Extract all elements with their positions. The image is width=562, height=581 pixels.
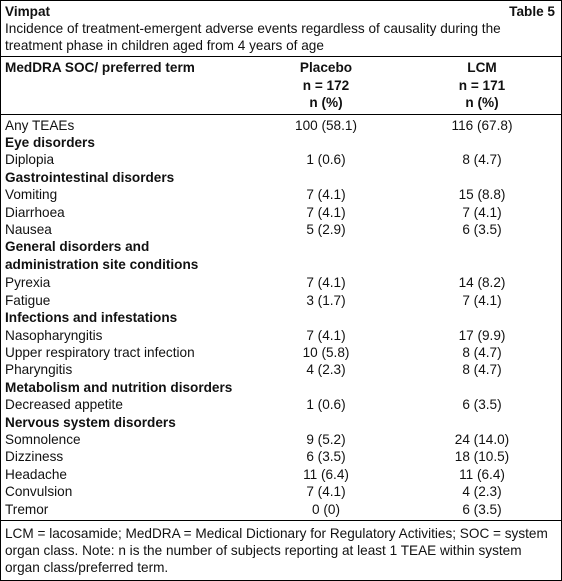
- lcm-cell: 11 (6.4): [459, 466, 505, 482]
- table-row: [1, 327, 561, 344]
- table-footnote: LCM = lacosamide; MedDRA = Medical Dictionary for Regulatory Activities; SOC = system organ class. Note: n is the number of subjects reporting at least 1 TEAE within system organ class/preferred term.: [5, 526, 548, 576]
- placebo-cell: 7 (4.1): [306, 204, 346, 220]
- term-cell: Headache: [5, 466, 67, 482]
- lcm-header-n: n = 171: [458, 77, 506, 93]
- lcm-cell: 17 (9.9): [458, 327, 506, 343]
- table-row: [1, 431, 561, 448]
- adverse-events-table: [1, 56, 561, 521]
- section-header-row: [1, 238, 561, 274]
- term-cell: Diplopia: [5, 152, 55, 168]
- lcm-cell: [403, 414, 561, 431]
- lcm-cell: 6 (3.5): [462, 221, 502, 237]
- section-header-row: [1, 379, 561, 396]
- term-cell: Pharyngitis: [5, 362, 73, 378]
- placebo-cell: 7 (4.1): [306, 187, 346, 203]
- placebo-cell: 10 (5.8): [302, 344, 350, 360]
- lcm-cell: [403, 238, 561, 274]
- table-row: [1, 361, 561, 378]
- term-cell: Fatigue: [5, 292, 51, 308]
- table-row: [1, 221, 561, 238]
- term-cell: Convulsion: [5, 484, 73, 500]
- table-row: [1, 466, 561, 483]
- term-cell: Diarrhoea: [5, 204, 65, 220]
- placebo-cell: 11 (6.4): [303, 466, 349, 482]
- lcm-cell: 8 (4.7): [462, 362, 502, 378]
- lcm-cell: 4 (2.3): [462, 484, 502, 500]
- term-cell: Pyrexia: [5, 275, 51, 291]
- term-cell: Vomiting: [5, 187, 58, 203]
- table-row: [1, 448, 561, 465]
- placebo-cell: 6 (3.5): [306, 449, 346, 465]
- lcm-cell: 14 (8.2): [458, 275, 506, 291]
- table-row: [1, 114, 561, 134]
- section-label: Gastrointestinal disorders: [5, 169, 175, 185]
- placebo-cell: [249, 414, 403, 431]
- section-header-row: [1, 414, 561, 431]
- section-header-row: [1, 169, 561, 186]
- placebo-cell: 3 (1.7): [306, 292, 346, 308]
- placebo-cell: 5 (2.9): [306, 221, 346, 237]
- brand-name: Vimpat: [5, 4, 51, 19]
- term-header-label: MedDRA SOC/ preferred term: [5, 60, 195, 75]
- lcm-cell: 6 (3.5): [462, 397, 502, 413]
- term-cell: Decreased appetite: [5, 397, 123, 413]
- lcm-cell: [403, 379, 561, 396]
- table-row: [1, 151, 561, 168]
- table-row: [1, 344, 561, 361]
- placebo-cell: 7 (4.1): [306, 484, 346, 500]
- placebo-cell: 0 (0): [249, 501, 403, 521]
- section-label: Metabolism and nutrition disorders: [5, 379, 233, 395]
- placebo-cell: 9 (5.2): [306, 432, 346, 447]
- placebo-column-header: [249, 57, 403, 115]
- table-row: [1, 204, 561, 221]
- placebo-header-unit: n (%): [309, 95, 343, 110]
- term-cell: Any TEAEs: [5, 117, 75, 133]
- table-caption: Incidence of treatment-emergent adverse events regardless of causality during the treatment phase in children aged from 4 years of age: [5, 21, 501, 53]
- section-label: Nervous system disorders: [5, 414, 176, 430]
- table-row: [1, 396, 561, 413]
- placebo-cell: 7 (4.1): [306, 275, 346, 291]
- lcm-cell: [403, 134, 561, 151]
- header-row: [1, 1, 561, 20]
- placebo-cell: [249, 379, 403, 396]
- table-row: [1, 501, 561, 521]
- table-header-row: [1, 57, 561, 115]
- section-label: General disorders and administration site conditions: [5, 239, 199, 273]
- placebo-header-n: n = 172: [302, 77, 350, 93]
- placebo-cell: 1 (0.6): [306, 397, 346, 413]
- placebo-cell: 100 (58.1): [295, 117, 357, 133]
- table-row: [1, 292, 561, 309]
- section-header-row: [1, 134, 561, 151]
- placebo-cell: 4 (2.3): [306, 362, 346, 378]
- table-row: [1, 186, 561, 203]
- table-row: [1, 483, 561, 500]
- lcm-cell: 6 (3.5): [403, 501, 561, 521]
- lcm-cell: 24 (14.0): [454, 432, 510, 447]
- placebo-cell: [249, 134, 403, 151]
- section-header-row: [1, 309, 561, 326]
- placebo-cell: 1 (0.6): [306, 152, 346, 168]
- term-cell: Tremor: [1, 501, 249, 521]
- term-cell: Dizziness: [5, 449, 64, 465]
- section-label: Infections and infestations: [5, 310, 178, 326]
- table-body: [1, 114, 561, 521]
- table-row: [1, 274, 561, 291]
- placebo-cell: [249, 238, 403, 274]
- lcm-cell: [403, 169, 561, 186]
- lcm-cell: 7 (4.1): [462, 204, 502, 220]
- placebo-cell: [249, 169, 403, 186]
- placebo-cell: [249, 309, 403, 326]
- term-cell: Nausea: [5, 221, 52, 237]
- lcm-cell: 8 (4.7): [462, 152, 502, 168]
- placebo-cell: 7 (4.1): [306, 327, 346, 343]
- section-label: Eye disorders: [5, 134, 95, 150]
- lcm-cell: 7 (4.1): [462, 292, 502, 308]
- lcm-cell: [403, 309, 561, 326]
- term-column-header: [1, 57, 249, 115]
- term-cell: Nasopharyngitis: [5, 327, 103, 343]
- lcm-column-header: [403, 57, 561, 115]
- lcm-cell: 18 (10.5): [454, 449, 510, 465]
- lcm-header-name: LCM: [467, 60, 497, 75]
- term-cell: Upper respiratory tract infection: [5, 344, 195, 360]
- lcm-cell: 116 (67.8): [451, 117, 513, 133]
- placebo-header-name: Placebo: [299, 60, 353, 75]
- lcm-cell: 15 (8.8): [458, 187, 506, 203]
- lcm-cell: 8 (4.7): [462, 344, 502, 360]
- table-number: Table 5: [509, 4, 555, 19]
- lcm-header-unit: n (%): [465, 95, 499, 110]
- term-cell: Somnolence: [5, 432, 81, 447]
